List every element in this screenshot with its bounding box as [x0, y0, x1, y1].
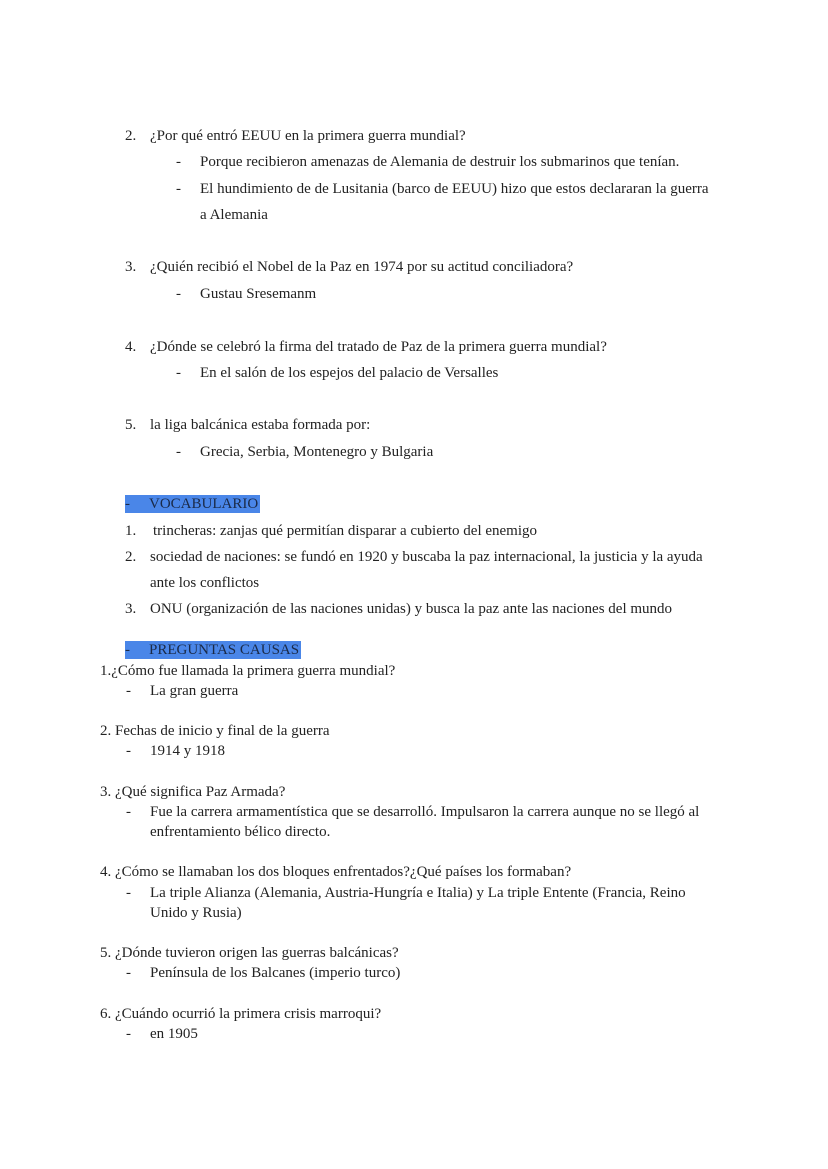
causa-answer: Unido y Rusia)	[150, 905, 242, 921]
causa-question: 1.¿Cómo fue llamada la primera guerra mundial?	[100, 663, 396, 679]
vocabulario-heading	[125, 495, 260, 513]
causa-answer: 1914 y 1918	[150, 743, 225, 759]
answer-text: Gustau Sresemanm	[200, 286, 317, 302]
causa-question: 2. Fechas de inicio y final de la guerra	[100, 723, 330, 739]
answer-text: Grecia, Serbia, Montenegro y Bulgaria	[200, 444, 434, 460]
question-number: 2.	[125, 128, 137, 144]
vocab-item: sociedad de naciones: se fundó en 1920 y buscaba la paz internacional, la justicia y la ayuda	[150, 549, 703, 565]
question-number: 5.	[125, 417, 137, 433]
causa-answer: La triple Alianza (Alemania, Austria-Hungría e Italia) y La triple Entente (Francia, Reino	[150, 885, 686, 901]
causa-question: 3. ¿Qué significa Paz Armada?	[100, 784, 286, 800]
question-number: 4.	[125, 339, 137, 355]
bullet-dash: -	[126, 1026, 131, 1042]
question-number: 3.	[125, 259, 137, 275]
bullet-dash: -	[176, 286, 181, 302]
question-text: ¿Dónde se celebró la firma del tratado de Paz de la primera guerra mundial?	[150, 339, 607, 355]
bullet-dash: -	[176, 181, 181, 197]
causas-heading	[125, 641, 301, 659]
causa-answer: enfrentamiento bélico directo.	[150, 824, 331, 840]
bullet-dash: -	[126, 804, 131, 820]
bullet-dash: -	[126, 743, 131, 759]
vocab-number: 2.	[125, 549, 137, 565]
heading-dash: -	[125, 496, 130, 512]
causa-answer: Fue la carrera armamentística que se desarrolló. Impulsaron la carrera aunque no se llegó al	[150, 804, 700, 820]
bullet-dash: -	[176, 444, 181, 460]
question-text: ¿Quién recibió el Nobel de la Paz en 1974 por su actitud conciliadora?	[150, 259, 574, 275]
vocab-item: trincheras: zanjas qué permitían disparar a cubierto del enemigo	[153, 523, 538, 539]
question-text: la liga balcánica estaba formada por:	[150, 417, 371, 433]
causa-answer: La gran guerra	[150, 683, 239, 699]
vocab-item: ante los conflictos	[150, 575, 260, 591]
causas-heading-text: PREGUNTAS CAUSAS	[149, 642, 300, 658]
vocab-number: 1.	[125, 523, 137, 539]
answer-text: El hundimiento de de Lusitania (barco de EEUU) hizo que estos declararan la guerra	[200, 181, 709, 197]
answer-text: Porque recibieron amenazas de Alemania de destruir los submarinos que tenían.	[200, 154, 680, 170]
heading-dash: -	[125, 642, 130, 658]
bullet-dash: -	[126, 885, 131, 901]
causa-answer: en 1905	[150, 1026, 198, 1042]
bullet-dash: -	[176, 365, 181, 381]
vocab-item: ONU (organización de las naciones unidas) y busca la paz ante las naciones del mundo	[150, 601, 673, 617]
answer-text: a Alemania	[200, 207, 268, 223]
causa-question: 5. ¿Dónde tuvieron origen las guerras balcánicas?	[100, 945, 399, 961]
bullet-dash: -	[176, 154, 181, 170]
vocab-number: 3.	[125, 601, 137, 617]
bullet-dash: -	[126, 683, 131, 699]
answer-text: En el salón de los espejos del palacio de Versalles	[200, 365, 499, 381]
causa-question: 6. ¿Cuándo ocurrió la primera crisis marroqui?	[100, 1006, 382, 1022]
bullet-dash: -	[126, 965, 131, 981]
vocabulario-heading-text: VOCABULARIO	[149, 496, 259, 512]
causa-question: 4. ¿Cómo se llamaban los dos bloques enfrentados?¿Qué países los formaban?	[100, 864, 572, 880]
question-text: ¿Por qué entró EEUU en la primera guerra mundial?	[150, 128, 466, 144]
causa-answer: Península de los Balcanes (imperio turco)	[150, 965, 401, 981]
